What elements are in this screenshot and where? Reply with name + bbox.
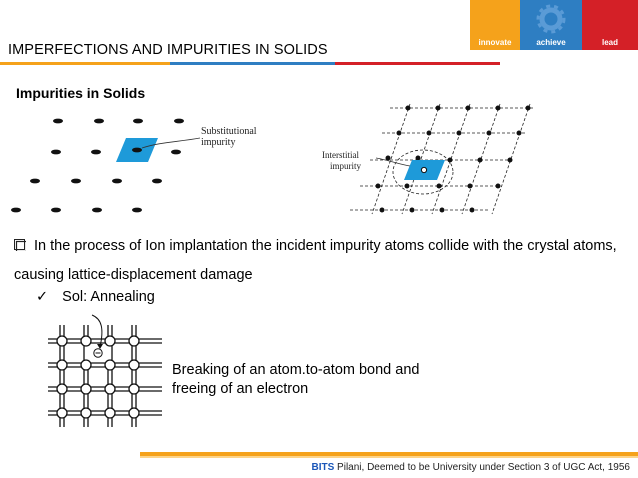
- bullet-solution: [36, 289, 155, 305]
- title-stripe-red: [335, 62, 500, 65]
- title-stripe-blue: [170, 62, 335, 65]
- lattice-bond-figure: [40, 305, 170, 435]
- section-heading: Impurities in Solids: [16, 85, 146, 101]
- footer-detail: Pilani, Deemed to be University under Section 3 of UGC Act, 1956: [334, 462, 630, 473]
- brand-achieve-label: achieve: [536, 38, 566, 47]
- interstitial-label-line1: Interstitial: [322, 150, 359, 160]
- checkmark-icon: ✓: [36, 289, 49, 305]
- interstitial-impurity-label: [322, 150, 361, 171]
- brand-achieve-block: [520, 0, 582, 50]
- square-bullet-icon: [14, 239, 26, 251]
- footer-stripe-light: [140, 456, 638, 458]
- bullet-ion-implantation: [14, 232, 624, 290]
- brand-innovate-label: innovate: [478, 38, 512, 47]
- footer-institution: BITS: [311, 462, 335, 473]
- brand-banner: [470, 0, 638, 50]
- brand-lead-block: [582, 0, 638, 50]
- electron-pointer-arrow: [92, 315, 102, 347]
- substitutional-impurity-label: [201, 126, 259, 148]
- brand-innovate-block: [470, 0, 520, 50]
- slide-title: IMPERFECTIONS AND IMPURITIES IN SOLIDS: [8, 42, 328, 58]
- substitutional-label-line1: Substitutional: [201, 126, 257, 137]
- bullet-solution-text: Sol: Annealing: [62, 289, 155, 305]
- title-stripe-orange: [0, 62, 170, 65]
- bullet-ion-implantation-text: In the process of Ion implantation the incident impurity atoms collide with the crystal atoms, causing lattice-displacement damage: [14, 238, 617, 283]
- interstitial-label-line2: impurity: [330, 161, 361, 171]
- brand-lead-label: lead: [601, 38, 618, 47]
- interstitial-impurity-figure: [320, 100, 560, 216]
- footer-text: [312, 462, 631, 473]
- substitutional-label-line2: impurity: [201, 137, 236, 148]
- gear-icon: [534, 4, 568, 34]
- lattice-caption: Breaking of an atom.to-atom bond and freeing of an electron: [172, 362, 420, 397]
- substitutional-impurity-figure: [0, 108, 280, 220]
